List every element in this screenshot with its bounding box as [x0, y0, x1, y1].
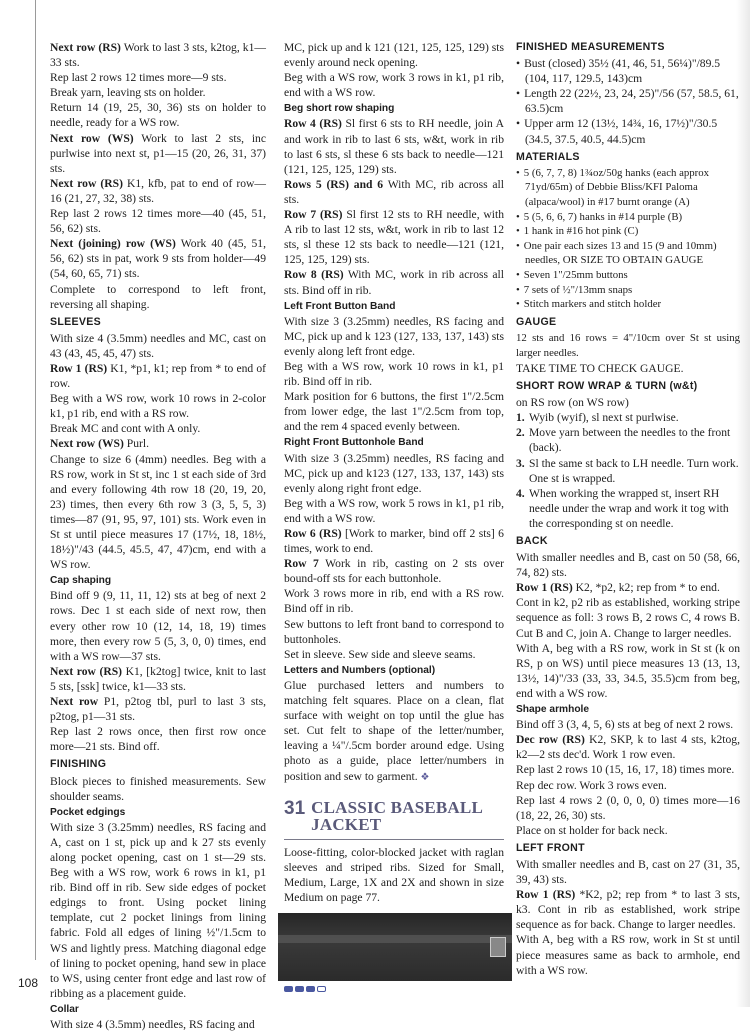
- paragraph: Rows 5 (RS) and 6 With MC, rib across all sts.: [284, 177, 504, 206]
- paragraph: Next row (WS) Purl.: [50, 437, 149, 451]
- paragraph: Return 14 (19, 25, 30, 36) sts on holder to needle, ready for a WS row.: [50, 101, 266, 130]
- paragraph: Set in sleeve. Sew side and sleeve seams.: [284, 647, 476, 661]
- paragraph: With A, beg with a RS row, work in St st (k on RS, p on WS) until piece measures 13 (13, 13, 13½, 14)"/33 (33, 33, 34.5, 35.5)cm from beg, end with a WS row.: [516, 641, 740, 700]
- heading-finishing: FINISHING: [50, 758, 107, 771]
- paragraph: Rep last 2 rows 12 times more—40 (45, 51, 56, 62) sts.: [50, 207, 266, 236]
- paragraph: Bind off 3 (3, 4, 5, 6) sts at beg of next 2 rows.: [516, 718, 734, 732]
- list-item: • Seven 1"/25mm buttons: [516, 268, 740, 283]
- paragraph: With smaller needles and B, cast on 50 (58, 66, 74, 82) sts.: [516, 551, 740, 580]
- paragraph: Row 1 (RS) *K2, p2; rep from * to last 3 sts, k3. Cont in rib as established, work stripe sequence as for back. Change to larger needles.: [516, 888, 740, 932]
- paragraph: Next row (RS) K1, kfb, pat to end of row—16 (21, 27, 32, 38) sts.: [50, 176, 266, 205]
- diamond-icon: ❖: [420, 771, 430, 783]
- list-item: • Bust (closed) 35½ (41, 46, 51, 56¼)"/89.5 (104, 117, 129.5, 143)cm: [516, 56, 740, 86]
- paragraph: With size 3 (3.25mm) needles, RS facing and MC, pick up and k 123 (127, 133, 137, 143) sts evenly along left front edge.: [284, 314, 504, 358]
- list-item: • 5 (5, 6, 6, 7) hanks in #14 purple (B): [516, 210, 740, 225]
- list-item: • 1 hank in #16 hot pink (C): [516, 224, 740, 239]
- heading-materials: MATERIALS: [516, 150, 580, 163]
- paragraph: Beg with a WS row, work 3 rows in k1, p1 rib, end with a WS row.: [284, 71, 504, 100]
- subheading-right-front-band: Right Front Buttonhole Band: [284, 437, 424, 449]
- list-item: 4. When working the wrapped st, insert RH needle under the wrap and work it tog with the corresponding st on needle.: [516, 486, 729, 530]
- list-item: 1. Wyib (wyif), sl next st purlwise.: [516, 411, 679, 425]
- paragraph: Next (joining) row (WS) Work 40 (45, 51, 56, 62) sts in pat, work 9 sts from holder—49 (54, 60, 65, 71) sts.: [50, 237, 266, 281]
- section-name: CLASSIC BASEBALL JACKET: [311, 797, 483, 834]
- heading-gauge: GAUGE: [516, 315, 557, 328]
- jacket-photo: [278, 913, 512, 981]
- section-number: 31: [284, 797, 306, 819]
- column-1: [50, 40, 266, 1032]
- paragraph: Cont in k2, p2 rib as established, working stripe sequence as foll: 3 rows B, 2 rows C, 4 rows B. Cut B and C, join A. Change to larger needles.: [516, 596, 740, 640]
- paragraph: Rep last 2 rows 12 times more—9 sts.: [50, 71, 227, 85]
- paragraph: Sew buttons to left front band to correspond to buttonholes.: [284, 617, 504, 646]
- paragraph: Beg with a WS row, work 10 rows in k1, p1 rib. Bind off in rib.: [284, 359, 504, 389]
- paragraph: Rep last 2 rows once, then first row once more—21 sts. Bind off.: [50, 725, 266, 754]
- list-item: • Upper arm 12 (13½, 14¾, 16, 17½)"/30.5 (34.5, 37.5, 40.5, 44.5)cm: [516, 116, 740, 146]
- subheading-collar: Collar: [50, 1003, 79, 1015]
- subheading-letters-numbers: Letters and Numbers (optional): [284, 664, 436, 676]
- list-item: • Stitch markers and stitch holder: [516, 297, 740, 312]
- paragraph: TAKE TIME TO CHECK GAUGE.: [516, 361, 684, 375]
- heading-sleeves: SLEEVES: [50, 315, 101, 328]
- skill-level-indicator: [284, 986, 504, 992]
- paragraph: Next row (WS) Work to last 2 sts, inc purlwise into next st, p1—15 (20, 26, 31, 37) sts.: [50, 131, 267, 175]
- skill-bar-filled: [284, 986, 293, 992]
- materials-list: [516, 166, 740, 312]
- paragraph: With size 4 (3.5mm) needles, RS facing and: [50, 1018, 255, 1031]
- paragraph: With size 3 (3.25mm) needles, RS facing and MC, pick up and k123 (127, 133, 137, 143) sts evenly along right front edge.: [284, 451, 504, 495]
- paragraph: Row 1 (RS) K2, *p2, k2; rep from * to end.: [516, 581, 720, 595]
- paragraph: Mark position for 6 buttons, the first 1"/2.5cm from lower edge, the last 1"/2.5cm from top, and the rem 4 spaced evenly between.: [284, 390, 504, 434]
- paragraph: Glue purchased letters and numbers to matching felt squares. Place on a clean, flat surface with weight on top until the glue has set. Cut felt to shape of the letter/number, leaving a ¼"/.5cm border around edge. Using photo as a guide, place letter/numbers in position and sew to garment. ❖: [284, 678, 504, 783]
- list-item: 3. Sl the same st back to LH needle. Turn work. One st is wrapped.: [516, 456, 739, 485]
- photo-stripe: [278, 935, 512, 943]
- list-item: • 7 sets of ½"/13mm snaps: [516, 283, 740, 298]
- paragraph: Dec row (RS) K2, SKP, k to last 4 sts, k2tog, k2—2 sts dec'd. Work 1 row even.: [516, 733, 740, 762]
- paragraph: Break yarn, leaving sts on holder.: [50, 86, 206, 100]
- column-3: [516, 40, 740, 978]
- paragraph: Work 3 rows more in rib, end with a RS row. Bind off in rib.: [284, 587, 504, 616]
- subheading-short-row: Beg short row shaping: [284, 103, 395, 115]
- paragraph: Place on st holder for back neck.: [516, 823, 668, 837]
- column-2: [284, 40, 504, 992]
- paragraph: Next row (RS) Work to last 3 sts, k2tog, k1—33 sts.: [50, 41, 266, 70]
- paragraph: MC, pick up and k 121 (121, 125, 125, 129) sts evenly around neck opening.: [284, 41, 504, 70]
- paragraph: Row 4 (RS) Sl first 6 sts to RH needle, join A and work in rib to last 6 sts, w&t, work in rib to last 6 sts, sl these 6 sts back to needle—121 (121, 125, 125, 129) sts.: [284, 117, 504, 176]
- paragraph: With size 3 (3.25mm) needles, RS facing and A, cast on 1 st, pick up and k 27 sts evenly along pocket opening, cast on 1 st—29 sts. Beg with a WS row, work 6 rows in k1, p1 rib. Bind off in rib. Sew side edges of pocket edgings to front. Using pocket lining template, cut 2 pocket linings from lining fabric. Fold all edges of lining ½"/1.5cm to WS and lightly press. Matching diagonal edge of lining to pocket opening, hand sew in place to WS, using center front edge and last row of ribbing as a placement guide.: [50, 820, 266, 1000]
- list-item: • 5 (6, 7, 7, 8) 1¾oz/50g hanks (each approx 71yd/65m) of Debbie Bliss/KFI Paloma (alpaca/wool) in #17 burnt orange (A): [516, 166, 740, 210]
- paragraph: With size 4 (3.5mm) needles and MC, cast on 43 (43, 45, 45, 47) sts.: [50, 331, 266, 360]
- paragraph: Row 7 (RS) Sl first 12 sts to RH needle, with A rib to last 12 sts, w&t, work in rib to last 12 sts, sl these 12 sts back to needle—121 (121, 125, 125, 129) sts.: [284, 208, 505, 267]
- wrap-steps-list: [516, 410, 740, 531]
- skill-bar-filled: [306, 986, 315, 992]
- skill-bar-filled: [295, 986, 304, 992]
- heading-back: BACK: [516, 535, 548, 547]
- paragraph: on RS row (on WS row): [516, 396, 629, 410]
- subheading-shape-armhole: Shape armhole: [516, 704, 590, 716]
- subheading-pocket-edgings: Pocket edgings: [50, 806, 126, 818]
- binding-rule: [35, 0, 36, 960]
- page-number: 108: [18, 976, 39, 990]
- paragraph: Rep dec row. Work 3 rows even.: [516, 778, 667, 792]
- heading-finished-measurements: FINISHED MEASUREMENTS: [516, 41, 665, 53]
- paragraph: Next row (RS) K1, [k2tog] twice, knit to last 5 sts, [ssk] twice, k1—33 sts.: [50, 664, 266, 693]
- paragraph: With A, beg with a RS row, work in St st until piece measures same as back to armhole, end with a WS row.: [516, 933, 740, 977]
- paragraph: Rep last 4 rows 2 (0, 0, 0, 0) times more—16 (18, 22, 26, 30) sts.: [516, 793, 740, 822]
- list-item: 2. Move yarn between the needles to the front (back).: [516, 426, 731, 455]
- section-title: [284, 799, 504, 833]
- paragraph: Rep last 2 rows 10 (15, 16, 17, 18) times more.: [516, 763, 735, 777]
- paragraph: Row 8 (RS) With MC, work in rib across all sts. Bind off in rib.: [284, 268, 504, 297]
- paragraph: Row 7 Work in rib, casting on 2 sts over bound-off sts for each buttonhole.: [284, 557, 504, 586]
- measurements-list: [516, 56, 740, 147]
- skill-bar-empty: [317, 986, 326, 992]
- paragraph: Row 1 (RS) K1, *p1, k1; rep from * to end of row.: [50, 361, 266, 391]
- paragraph: With smaller needles and B, cast on 27 (31, 35, 39, 43) sts.: [516, 857, 740, 887]
- paragraph: Change to size 6 (4mm) needles. Beg with a RS row, work in St st, inc 1 st each side of 3rd and every following 4th row 18 (20, 19, 20, 23) times, then every 6th row 3 (3, 5, 5, 3) times—87 (91, 95, 97, 101) sts. Work even in St st until piece measures 17 (17½, 18, 18½, 18½)"/43 (44.5, 45.5, 47, 47)cm, end with a WS row.: [50, 452, 266, 572]
- paragraph: Block pieces to finished measurements. Sew shoulder seams.: [50, 774, 266, 803]
- intro-paragraph: Loose-fitting, color-blocked jacket with raglan sleeves and striped ribs. Sized for Small, Medium, Large, 1X and 2X and shown in size Medium on page 77.: [284, 845, 504, 904]
- heading-short-row-wrap: SHORT ROW WRAP & TURN (w&t): [516, 380, 698, 393]
- subheading-left-front-band: Left Front Button Band: [284, 300, 396, 312]
- heading-left-front: LEFT FRONT: [516, 841, 585, 854]
- subheading-cap-shaping: Cap shaping: [50, 575, 112, 587]
- paragraph: Beg with a WS row, work 10 rows in 2-color k1, p1 rib, end with a RS row.: [50, 392, 266, 421]
- title-rule: [284, 839, 504, 840]
- paragraph: Beg with a WS row, work 5 rows in k1, p1 rib, end with a WS row.: [284, 496, 504, 525]
- paragraph: 12 sts and 16 rows = 4"/10cm over St st using larger needles.: [516, 331, 740, 359]
- paragraph: Row 6 (RS) [Work to marker, bind off 2 sts] 6 times, work to end.: [284, 527, 504, 556]
- list-item: • One pair each sizes 13 and 15 (9 and 10mm) needles, OR SIZE TO OBTAIN GAUGE: [516, 239, 740, 268]
- paragraph: Bind off 9 (9, 11, 11, 12) sts at beg of next 2 rows. Dec 1 st each side of next row, then every other row 10 (12, 14, 18, 19) times more, then every row 5 (5, 3, 0, 0) times, end with a WS row—37 sts.: [50, 589, 266, 663]
- paragraph: Complete to correspond to left front, reversing all shaping.: [50, 282, 266, 311]
- paragraph: Break MC and cont with A only.: [50, 422, 201, 436]
- paragraph: Next row P1, p2tog tbl, purl to last 3 sts, p2tog, p1—31 sts.: [50, 695, 266, 724]
- photo-badge: [490, 937, 506, 957]
- list-item: • Length 22 (22½, 23, 24, 25)"/56 (57, 58.5, 61, 63.5)cm: [516, 86, 740, 116]
